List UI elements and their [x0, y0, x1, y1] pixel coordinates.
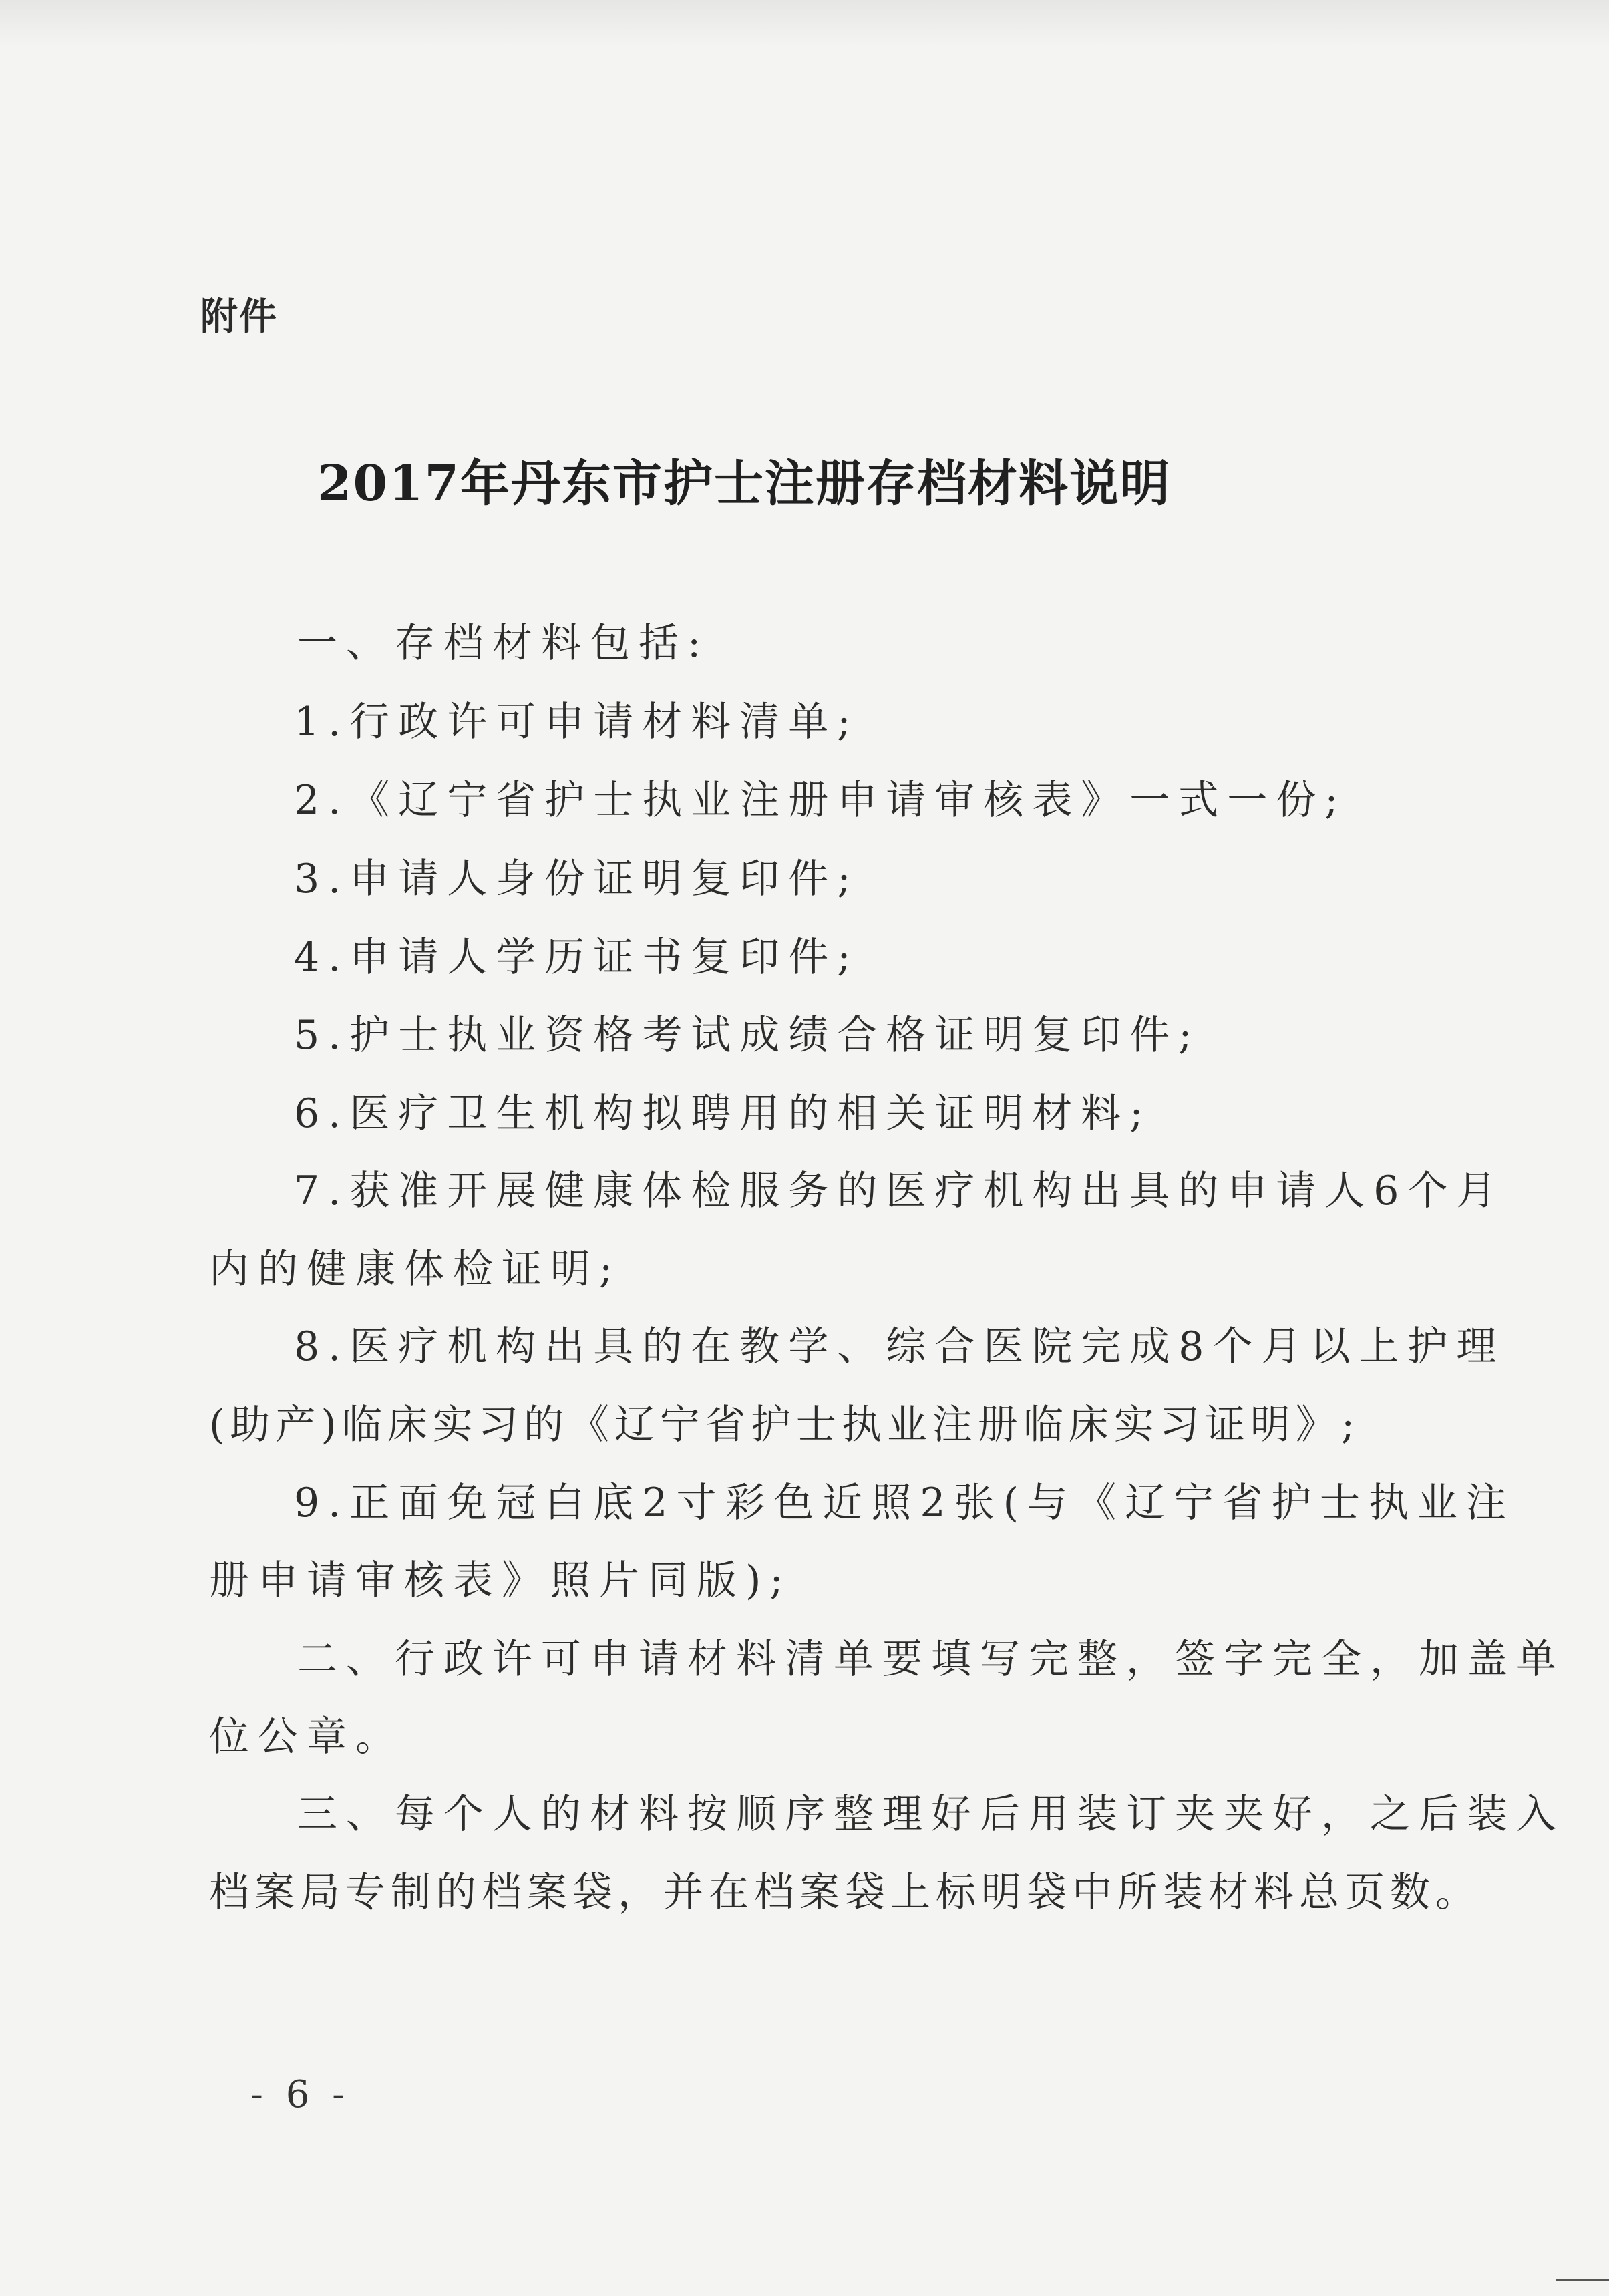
document-title: 2017年丹东市护士注册存档材料说明 — [317, 455, 1171, 512]
scan-edge — [0, 0, 1609, 47]
list-item-7: 7.获准开展健康体检服务的医疗机构出具的申请人6个月 — [294, 1168, 1505, 1214]
section-three-continued: 档案局专制的档案袋，并在档案袋上标明袋中所装材料总页数。 — [209, 1869, 1481, 1916]
page-number: - 6 - — [250, 2073, 351, 2116]
list-item-2: 2.《辽宁省护士执业注册申请审核表》一式一份; — [294, 777, 1347, 824]
section-three: 三、每个人的材料按顺序整理好后用装订夹夹好，之后装入 — [297, 1791, 1565, 1838]
list-item-4: 4.申请人学历证书复印件; — [294, 934, 860, 981]
list-item-7-continued: 内的健康体检证明; — [209, 1246, 622, 1293]
list-item-8-continued: (助产)临床实习的《辽宁省护士执业注册临床实习证明》; — [209, 1402, 1361, 1448]
section-two: 二、行政许可申请材料清单要填写完整，签字完全，加盖单 — [297, 1636, 1565, 1683]
attachment-label: 附件 — [200, 295, 278, 339]
list-item-8: 8.医疗机构出具的在教学、综合医院完成8个月以上护理 — [294, 1323, 1505, 1370]
section-heading-materials: 一、存档材料包括: — [297, 620, 710, 667]
list-item-5: 5.护士执业资格考试成绩合格证明复印件; — [294, 1012, 1201, 1059]
list-item-9: 9.正面免冠白底2寸彩色近照2张(与《辽宁省护士执业注 — [294, 1480, 1515, 1526]
scan-corner-mark — [1556, 2279, 1609, 2281]
list-item-6: 6.医疗卫生机构拟聘用的相关证明材料; — [294, 1090, 1152, 1137]
list-item-3: 3.申请人身份证明复印件; — [294, 856, 860, 903]
list-item-9-continued: 册申请审核表》照片同版); — [209, 1557, 792, 1604]
section-two-continued: 位公章。 — [209, 1713, 404, 1760]
list-item-1: 1.行政许可申请材料清单; — [294, 699, 860, 746]
